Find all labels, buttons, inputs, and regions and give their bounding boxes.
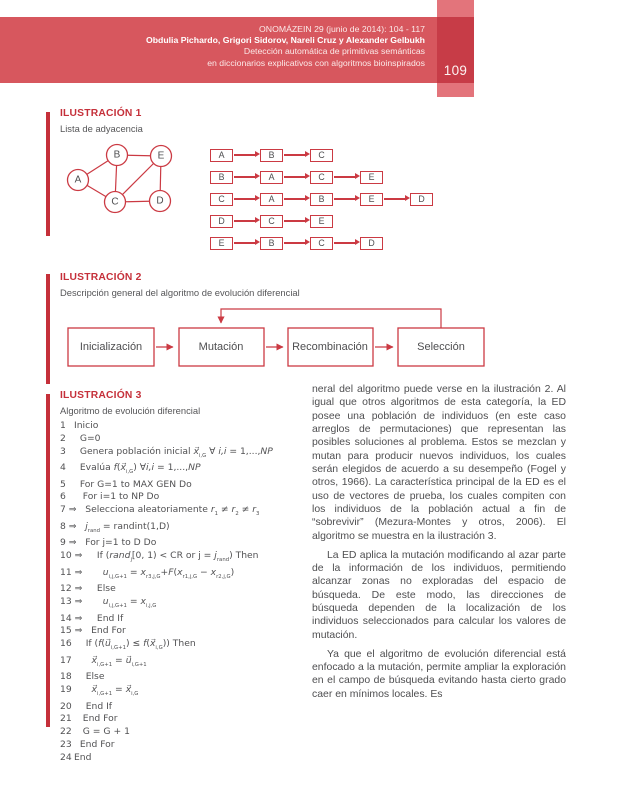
adjacency-node-box: C <box>210 193 233 206</box>
line-text: Else <box>74 671 105 683</box>
line-text: End For <box>74 738 115 750</box>
pseudocode-line <box>60 684 322 701</box>
line-number: 24 <box>60 751 72 763</box>
line-number: 6 <box>60 491 66 503</box>
line-text: Selecciona aleatoriamente $r_1 \ne r_2 \ne r_3$ <box>76 504 260 517</box>
figure1-side-bar <box>46 112 50 236</box>
adjacency-list <box>210 149 433 259</box>
line-number: 19 <box>60 683 72 695</box>
flow-label-mutacion: Mutación <box>198 341 244 353</box>
pseudocode-listing <box>60 420 322 764</box>
line-number: 11 ⇒ <box>60 566 83 578</box>
arrow-right-icon <box>233 194 260 204</box>
pseudocode-line <box>60 625 322 638</box>
adjacency-cell <box>283 149 333 162</box>
adjacency-node-box: B <box>310 193 333 206</box>
pseudocode-line <box>60 537 322 550</box>
figure3-caption: Algoritmo de evolución diferencial <box>60 405 201 416</box>
graph-node-label: C <box>111 196 119 208</box>
adjacency-node-box: B <box>210 171 233 184</box>
line-number: 10 ⇒ <box>60 550 83 562</box>
line-text: Else <box>82 583 116 595</box>
pseudocode-line <box>60 491 322 504</box>
graph-node <box>151 146 172 167</box>
arrow-right-icon <box>283 150 310 160</box>
figure2-caption: Descripción general del algoritmo de evolución diferencial <box>60 287 300 298</box>
adjacency-cell <box>210 149 233 162</box>
article-title-line2: en diccionarios explicativos con algoritmos bioinspirados <box>207 57 425 68</box>
adjacency-row <box>210 149 433 161</box>
authors-line: Obdulia Pichardo, Grigori Sidorov, Nareli Cruz y Alexander Gelbukh <box>145 35 425 46</box>
figure1-caption: Lista de adyacencia <box>60 123 143 134</box>
adjacency-cell <box>210 171 233 184</box>
pseudocode-line <box>60 752 322 765</box>
adjacency-row <box>210 215 433 227</box>
arrow-right-icon <box>383 194 410 204</box>
line-number: 21 <box>60 713 72 725</box>
line-text: End <box>74 751 92 763</box>
line-text: $u_{i,j,G+1} = x_{i,j,G}$ <box>102 595 157 609</box>
flow-label-recombinacion: Recombinación <box>292 341 368 353</box>
adjacency-node-box: D <box>210 215 233 228</box>
line-number: 5 <box>60 478 66 490</box>
adjacency-row <box>210 193 433 205</box>
arrow-right-icon <box>333 172 360 182</box>
pseudocode-line <box>60 713 322 726</box>
line-text: End For <box>74 713 118 725</box>
line-number: 7 ⇒ <box>60 504 77 516</box>
adjacency-cell <box>333 237 383 250</box>
page-number-box <box>437 17 474 83</box>
header-text-block <box>146 24 425 69</box>
pseudocode-line <box>60 521 322 538</box>
adjacency-cell <box>333 193 383 206</box>
line-text: For i=1 to NP Do <box>74 491 160 503</box>
arrow-right-icon <box>283 172 310 182</box>
pseudocode-line <box>60 479 322 492</box>
line-number: 18 <box>60 671 72 683</box>
figure3-heading: ILUSTRACIÓN 3 <box>60 390 142 401</box>
line-number: 15 ⇒ <box>60 625 83 637</box>
adjacency-cell <box>383 193 433 206</box>
arrow-right-icon <box>283 238 310 248</box>
flowchart-figure <box>60 300 500 372</box>
body-text-column <box>312 383 566 706</box>
adjacency-node-box: D <box>360 237 383 250</box>
body-paragraph: Ya que el algoritmo de evolución diferencial está enfocado a la mutación, permite ampliar la exploración en el campo de búsqueda evitando hasta cierto grado caer en mínimos locales. Es <box>312 648 566 700</box>
line-number: 14 ⇒ <box>60 612 83 624</box>
adjacency-node-box: A <box>210 149 233 162</box>
pseudocode-line <box>60 504 322 521</box>
adjacency-node-box: B <box>260 149 283 162</box>
adjacency-node-box: E <box>210 237 233 250</box>
arrow-right-icon <box>283 194 310 204</box>
adjacency-row <box>210 237 433 249</box>
adjacency-node-box: E <box>310 215 333 228</box>
pseudocode-line <box>60 655 322 672</box>
graph-node <box>68 170 89 191</box>
line-number: 23 <box>60 738 72 750</box>
page-number: 109 <box>443 63 468 78</box>
adjacency-node-box: A <box>260 171 283 184</box>
line-text: If (rand$_j$[0, 1) < CR or $j = j_{rand}$) Then <box>82 550 259 563</box>
graph-node-label: B <box>113 149 121 161</box>
pseudocode-line <box>60 596 322 613</box>
pseudocode-line <box>60 446 322 463</box>
adjacency-graph-figure <box>60 142 190 220</box>
pseudocode-line <box>60 701 322 714</box>
graph-node-label: E <box>157 150 165 162</box>
pseudocode-line <box>60 739 322 752</box>
line-number: 9 ⇒ <box>60 537 77 549</box>
figure2-side-bar <box>46 274 50 384</box>
line-number: 16 <box>60 638 72 650</box>
pseudocode-line <box>60 550 322 567</box>
pseudocode-line <box>60 567 322 584</box>
adjacency-node-box: A <box>260 193 283 206</box>
arrow-right-icon <box>333 238 360 248</box>
adjacency-cell <box>333 171 383 184</box>
adjacency-cell <box>283 237 333 250</box>
arrow-right-icon <box>233 172 260 182</box>
adjacency-cell <box>233 237 283 250</box>
adjacency-node-box: E <box>360 193 383 206</box>
pseudocode-line <box>60 671 322 684</box>
body-paragraph: neral del algoritmo puede verse en la ilustración 2. Al igual que otros algoritmos de esta categoría, la ED posee una población de individuos (en este caso arreglos de permutaciones) que representan las posibles soluciones al problema. Estos se mezclan y mutan para producir nuevos individuos, los cuales serán elegidos de acuerdo a su desempeño (Fogel y otros, 1966). La característica principal de la ED es el uso de vectores de prueba, los cuales compiten con los individuos de la población actual a fin de “sobrevivir” (Mezura-Montes y otros, 2006). El algoritmo se muestra en la ilustración 3. <box>312 384 566 542</box>
adjacency-node-box: C <box>310 237 333 250</box>
adjacency-node-box: B <box>260 237 283 250</box>
line-text: If ($f(u⃗_{i,G+1})$ ≤ $f(x⃗_{i,G})$) Then <box>74 638 196 651</box>
arrow-right-icon <box>233 150 260 160</box>
line-number: 2 <box>60 432 66 444</box>
line-text: End If <box>82 612 124 624</box>
adjacency-cell <box>233 149 283 162</box>
line-number: 4 <box>60 462 66 474</box>
line-number: 8 ⇒ <box>60 520 77 532</box>
line-number: 1 <box>60 420 66 431</box>
line-number: 20 <box>60 700 72 712</box>
pseudocode-line <box>60 583 322 596</box>
arrow-right-icon <box>233 216 260 226</box>
line-number: 3 <box>60 445 66 457</box>
adjacency-node-box: C <box>310 171 333 184</box>
adjacency-node-box: C <box>310 149 333 162</box>
adjacency-node-box: C <box>260 215 283 228</box>
line-text: G = G + 1 <box>74 726 130 738</box>
arrow-right-icon <box>333 194 360 204</box>
pseudocode-line <box>60 726 322 739</box>
line-number: 12 ⇒ <box>60 583 83 595</box>
flow-label-seleccion: Selección <box>417 341 465 353</box>
line-text: Evalúa $f(x⃗_{i,G})$ ∀i,i = 1,...,NP <box>74 462 201 475</box>
adjacency-cell <box>283 193 333 206</box>
adjacency-row <box>210 171 433 183</box>
adjacency-cell <box>233 215 283 228</box>
line-number: 13 ⇒ <box>60 595 83 607</box>
adjacency-cell <box>210 193 233 206</box>
figure1-heading: ILUSTRACIÓN 1 <box>60 108 142 119</box>
line-text: For G=1 to MAX GEN Do <box>74 478 192 490</box>
line-text: $x⃗_{i,G+1}$ = $u⃗_{i,G+1}$ <box>91 654 147 668</box>
line-number: 17 <box>60 654 72 666</box>
pseudocode-line <box>60 638 322 655</box>
adjacency-node-box: E <box>360 171 383 184</box>
pseudocode-line <box>60 613 322 626</box>
line-text: Genera población inicial $x⃗_{i,G}$ ∀ i,i = 1,...,NP <box>74 445 273 459</box>
arrow-right-icon <box>233 238 260 248</box>
graph-node <box>150 191 171 212</box>
line-text: End If <box>74 700 113 712</box>
adjacency-cell <box>283 215 333 228</box>
adjacency-cell <box>233 193 283 206</box>
figure2-heading: ILUSTRACIÓN 2 <box>60 272 142 283</box>
graph-node <box>105 192 126 213</box>
flow-label-inicializacion: Inicialización <box>79 341 143 353</box>
graph-node <box>107 145 128 166</box>
line-text: $u_{i,j,G+1} = x_{r3,j,G}+F(x_{r1,j,G} - x_{r2,j,G})$ <box>102 566 235 580</box>
figure3-side-bar <box>46 394 50 727</box>
header-banner <box>0 17 474 83</box>
body-paragraph: La ED aplica la mutación modificando al azar parte de la información de los individuos, permitiendo alcanzar zonas no exploradas del espacio de búsqueda. De este modo, las direcciones de búsqueda dependen de la localización de los individuos seleccionados para calcular los valores de mutación. <box>312 549 566 641</box>
article-title-line1: Detección automática de primitivas semánticas <box>243 46 425 57</box>
line-text: $j_{rand}$ = randint(1,D) <box>85 520 170 534</box>
adjacency-cell <box>283 171 333 184</box>
line-text: Inicio <box>74 420 99 431</box>
adjacency-node-box: D <box>410 193 433 206</box>
pseudocode-line <box>60 433 322 446</box>
adjacency-cell <box>210 237 233 250</box>
arrow-right-icon <box>283 216 310 226</box>
pseudocode-line <box>60 462 322 479</box>
pseudocode-line <box>60 420 322 433</box>
journal-citation: ONOMÁZEIN 29 (junio de 2014): 104 - 117 <box>259 24 425 34</box>
adjacency-cell <box>210 215 233 228</box>
graph-node-label: A <box>74 174 82 186</box>
adjacency-cell <box>233 171 283 184</box>
graph-node-label: D <box>156 195 164 207</box>
line-text: $x⃗_{i,G+1}$ = $x⃗_{i,G}$ <box>91 683 139 697</box>
flow-feedback-arrow <box>221 309 441 328</box>
line-text: End For <box>82 625 126 637</box>
line-text: G=0 <box>74 432 101 444</box>
line-text: For j=1 to D Do <box>76 537 157 549</box>
line-number: 22 <box>60 726 72 738</box>
